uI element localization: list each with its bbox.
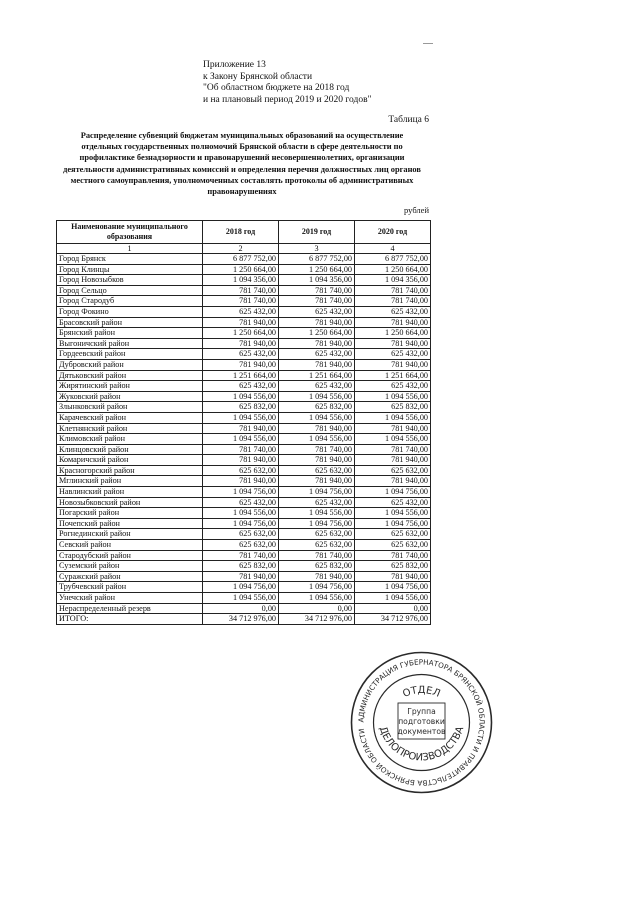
row-2019-cell: 781 940,00 (279, 571, 355, 582)
row-name-cell: Мглинский район (57, 476, 203, 487)
row-2018-cell: 625 432,00 (203, 306, 279, 317)
row-name-cell: Жирятинский район (57, 381, 203, 392)
row-2020-cell: 625 832,00 (355, 402, 431, 413)
row-2019-cell: 6 877 752,00 (279, 254, 355, 265)
col-header-name: Наименование муниципального образования (57, 221, 203, 244)
row-name-cell: Трубчевский район (57, 582, 203, 593)
header-line-3: "Об областном бюджете на 2018 год (203, 83, 350, 93)
table-row (57, 540, 431, 551)
table-row (57, 296, 431, 307)
row-2018-cell: 1 094 556,00 (203, 434, 279, 445)
row-2018-cell: 625 832,00 (203, 402, 279, 413)
row-name-cell: Брасовский район (57, 317, 203, 328)
header-line-4: и на плановый период 2019 и 2020 годов" (203, 94, 372, 105)
row-2020-cell: 1 094 556,00 (355, 434, 431, 445)
row-2019-cell: 781 940,00 (279, 476, 355, 487)
row-2018-cell: 625 432,00 (203, 381, 279, 392)
row-2020-cell: 1 250 664,00 (355, 328, 431, 339)
appendix-header (203, 60, 371, 106)
row-2020-cell: 625 632,00 (355, 465, 431, 476)
row-name-cell: Жуковский район (57, 391, 203, 402)
row-2020-cell: 6 877 752,00 (355, 254, 431, 265)
row-2020-cell: 1 094 556,00 (355, 391, 431, 402)
row-2018-cell: 625 832,00 (203, 561, 279, 572)
row-name-cell: Суражский район (57, 571, 203, 582)
row-name-cell: Город Сельцо (57, 285, 203, 296)
row-name-cell: Дубровский район (57, 359, 203, 370)
row-name-cell: Гордеевский район (57, 349, 203, 360)
row-name-cell: ИТОГО: (57, 614, 203, 625)
table-row (57, 328, 431, 339)
table-row (57, 518, 431, 529)
row-2019-cell: 1 094 556,00 (279, 508, 355, 519)
row-name-cell: Выгоничский район (57, 338, 203, 349)
row-2020-cell: 781 940,00 (355, 317, 431, 328)
row-2018-cell: 1 094 756,00 (203, 518, 279, 529)
table-row (57, 455, 431, 466)
official-stamp (349, 650, 494, 795)
row-2018-cell: 625 632,00 (203, 540, 279, 551)
row-2018-cell: 625 632,00 (203, 529, 279, 540)
row-2020-cell: 625 432,00 (355, 497, 431, 508)
row-2018-cell: 781 940,00 (203, 423, 279, 434)
table-row (57, 391, 431, 402)
row-2018-cell: 781 940,00 (203, 317, 279, 328)
row-2020-cell: 781 940,00 (355, 338, 431, 349)
row-2018-cell: 1 094 556,00 (203, 391, 279, 402)
table-row (57, 381, 431, 392)
row-name-cell: Клинцовский район (57, 444, 203, 455)
row-2020-cell: 0,00 (355, 603, 431, 614)
row-2018-cell: 781 740,00 (203, 285, 279, 296)
row-2018-cell: 1 250 664,00 (203, 328, 279, 339)
stamp-upper-text: ОТДЕЛ (401, 685, 442, 700)
row-2018-cell: 1 094 756,00 (203, 582, 279, 593)
row-name-cell: Город Новозыбков (57, 275, 203, 286)
table-row (57, 370, 431, 381)
row-2019-cell: 625 832,00 (279, 402, 355, 413)
header-line-2: к Закону Брянской области (203, 71, 313, 82)
table-row (57, 529, 431, 540)
row-2019-cell: 625 432,00 (279, 497, 355, 508)
col-index: 2 (203, 244, 279, 254)
row-name-cell: Город Стародуб (57, 296, 203, 307)
row-name-cell: Карачевский район (57, 412, 203, 423)
stamp-outer-text: АДМИНИСТРАЦИЯ ГУБЕРНАТОРА БРЯНСКОЙ ОБЛАСТИ И ПРАВИТЕЛЬСТВА БРЯНСКОЙ ОБЛАСТИ (356, 657, 487, 788)
row-2019-cell: 1 250 664,00 (279, 264, 355, 275)
row-2020-cell: 625 432,00 (355, 349, 431, 360)
row-2019-cell: 34 712 976,00 (279, 614, 355, 625)
row-2020-cell: 781 740,00 (355, 550, 431, 561)
stamp-center-line-2: подготовки (398, 717, 445, 726)
table-row (57, 264, 431, 275)
row-name-cell: Севский район (57, 540, 203, 551)
row-2020-cell: 625 632,00 (355, 540, 431, 551)
table-row (57, 338, 431, 349)
table-row (57, 614, 431, 625)
row-2019-cell: 1 094 756,00 (279, 582, 355, 593)
row-2020-cell: 781 740,00 (355, 296, 431, 307)
row-name-cell: Рогнединский район (57, 529, 203, 540)
row-2020-cell: 781 740,00 (355, 444, 431, 455)
row-name-cell: Навлинский район (57, 487, 203, 498)
table-row (57, 254, 431, 265)
row-2019-cell: 1 094 556,00 (279, 593, 355, 604)
row-2019-cell: 781 740,00 (279, 296, 355, 307)
row-2020-cell: 1 094 756,00 (355, 518, 431, 529)
row-2018-cell: 781 940,00 (203, 571, 279, 582)
unit-label: рублей (404, 205, 429, 215)
col-header-2019: 2019 год (279, 221, 355, 244)
row-2018-cell: 34 712 976,00 (203, 614, 279, 625)
row-name-cell: Почепский район (57, 518, 203, 529)
row-2019-cell: 625 832,00 (279, 561, 355, 572)
row-2018-cell: 1 250 664,00 (203, 264, 279, 275)
table-row (57, 593, 431, 604)
row-2018-cell: 781 940,00 (203, 359, 279, 370)
row-2019-cell: 1 250 664,00 (279, 328, 355, 339)
row-name-cell: Новозыбковский район (57, 497, 203, 508)
row-2018-cell: 1 251 664,00 (203, 370, 279, 381)
row-2019-cell: 1 094 556,00 (279, 391, 355, 402)
subsidy-table (56, 220, 431, 625)
table-number: Таблица 6 (388, 115, 429, 125)
row-2020-cell: 1 094 556,00 (355, 412, 431, 423)
row-2020-cell: 625 432,00 (355, 306, 431, 317)
table-row (57, 571, 431, 582)
col-index: 4 (355, 244, 431, 254)
scan-mark (423, 43, 433, 44)
row-2018-cell: 625 632,00 (203, 465, 279, 476)
row-2020-cell: 625 432,00 (355, 381, 431, 392)
row-name-cell: Город Клинцы (57, 264, 203, 275)
row-2019-cell: 625 632,00 (279, 529, 355, 540)
row-2018-cell: 0,00 (203, 603, 279, 614)
row-2020-cell: 781 940,00 (355, 571, 431, 582)
row-name-cell: Брянский район (57, 328, 203, 339)
table-row (57, 561, 431, 572)
row-2020-cell: 1 251 664,00 (355, 370, 431, 381)
table-row (57, 306, 431, 317)
row-2020-cell: 781 940,00 (355, 455, 431, 466)
header-line-1: Приложение 13 (203, 60, 266, 70)
row-2019-cell: 625 632,00 (279, 540, 355, 551)
row-2019-cell: 625 432,00 (279, 349, 355, 360)
row-2018-cell: 781 740,00 (203, 444, 279, 455)
row-2019-cell: 1 094 756,00 (279, 518, 355, 529)
table-row (57, 349, 431, 360)
table-row (57, 285, 431, 296)
row-2019-cell: 1 094 756,00 (279, 487, 355, 498)
row-name-cell: Стародубский район (57, 550, 203, 561)
stamp-center-line-1: Группа (407, 707, 436, 716)
row-2020-cell: 781 740,00 (355, 285, 431, 296)
table-row (57, 359, 431, 370)
table-row (57, 412, 431, 423)
stamp-center-line-3: документов (397, 727, 446, 736)
col-index: 3 (279, 244, 355, 254)
row-2020-cell: 1 094 756,00 (355, 582, 431, 593)
table-row (57, 275, 431, 286)
table-row (57, 465, 431, 476)
row-name-cell: Город Брянск (57, 254, 203, 265)
row-name-cell: Дятьковский район (57, 370, 203, 381)
table-row (57, 402, 431, 413)
row-2019-cell: 625 632,00 (279, 465, 355, 476)
table-row (57, 476, 431, 487)
row-2019-cell: 1 094 356,00 (279, 275, 355, 286)
row-2018-cell: 625 432,00 (203, 349, 279, 360)
row-name-cell: Погарский район (57, 508, 203, 519)
row-2018-cell: 1 094 556,00 (203, 508, 279, 519)
row-2019-cell: 1 094 556,00 (279, 412, 355, 423)
table-row (57, 444, 431, 455)
row-2020-cell: 1 094 356,00 (355, 275, 431, 286)
row-2018-cell: 6 877 752,00 (203, 254, 279, 265)
row-2019-cell: 781 740,00 (279, 285, 355, 296)
row-2018-cell: 781 940,00 (203, 338, 279, 349)
row-name-cell: Нераспределенный резерв (57, 603, 203, 614)
row-name-cell: Клетнянский район (57, 423, 203, 434)
row-2018-cell: 781 740,00 (203, 550, 279, 561)
row-2020-cell: 1 250 664,00 (355, 264, 431, 275)
row-2020-cell: 1 094 756,00 (355, 487, 431, 498)
row-2020-cell: 781 940,00 (355, 476, 431, 487)
table-row (57, 550, 431, 561)
row-2019-cell: 781 740,00 (279, 550, 355, 561)
row-2020-cell: 625 832,00 (355, 561, 431, 572)
row-2018-cell: 625 432,00 (203, 497, 279, 508)
table-row (57, 317, 431, 328)
row-2019-cell: 0,00 (279, 603, 355, 614)
row-2018-cell: 1 094 556,00 (203, 593, 279, 604)
table-row (57, 487, 431, 498)
row-2020-cell: 1 094 556,00 (355, 593, 431, 604)
row-2019-cell: 781 940,00 (279, 423, 355, 434)
row-2018-cell: 1 094 356,00 (203, 275, 279, 286)
stamp-lower-text: ДЕЛОПРОИЗВОДСТВА (376, 725, 467, 764)
row-2019-cell: 781 940,00 (279, 317, 355, 328)
table-row (57, 508, 431, 519)
row-2019-cell: 625 432,00 (279, 306, 355, 317)
col-header-2018: 2018 год (203, 221, 279, 244)
row-2019-cell: 781 940,00 (279, 359, 355, 370)
row-name-cell: Злынковский район (57, 402, 203, 413)
row-name-cell: Суземский район (57, 561, 203, 572)
row-2018-cell: 1 094 756,00 (203, 487, 279, 498)
row-2020-cell: 34 712 976,00 (355, 614, 431, 625)
col-header-2020: 2020 год (355, 221, 431, 244)
row-name-cell: Унечский район (57, 593, 203, 604)
row-2019-cell: 781 740,00 (279, 444, 355, 455)
table-row (57, 582, 431, 593)
row-2020-cell: 781 940,00 (355, 359, 431, 370)
row-2020-cell: 781 940,00 (355, 423, 431, 434)
row-2019-cell: 1 251 664,00 (279, 370, 355, 381)
table-row (57, 423, 431, 434)
row-2018-cell: 781 940,00 (203, 455, 279, 466)
row-2019-cell: 625 432,00 (279, 381, 355, 392)
row-2018-cell: 1 094 556,00 (203, 412, 279, 423)
row-2018-cell: 781 740,00 (203, 296, 279, 307)
row-2019-cell: 1 094 556,00 (279, 434, 355, 445)
row-2019-cell: 781 940,00 (279, 338, 355, 349)
row-name-cell: Климовский район (57, 434, 203, 445)
row-2020-cell: 1 094 556,00 (355, 508, 431, 519)
row-2018-cell: 781 940,00 (203, 476, 279, 487)
row-2020-cell: 625 632,00 (355, 529, 431, 540)
table-row (57, 497, 431, 508)
col-index: 1 (57, 244, 203, 254)
row-name-cell: Комаричский район (57, 455, 203, 466)
row-name-cell: Красногорский район (57, 465, 203, 476)
table-row (57, 603, 431, 614)
document-title: Распределение субвенций бюджетам муниципальных образований на осуществление отдельных государственных полномочий Брянской области в сфере деятельности по профилактике безнадзорности и правонарушений несовершеннолетних, организации деятельности административных комиссий и определения перечня должностных лиц органов местного самоуправления, уполномоченных составлять протоколы об административных правонарушениях (63, 131, 421, 197)
row-2019-cell: 781 940,00 (279, 455, 355, 466)
row-name-cell: Город Фокино (57, 306, 203, 317)
table-row (57, 434, 431, 445)
